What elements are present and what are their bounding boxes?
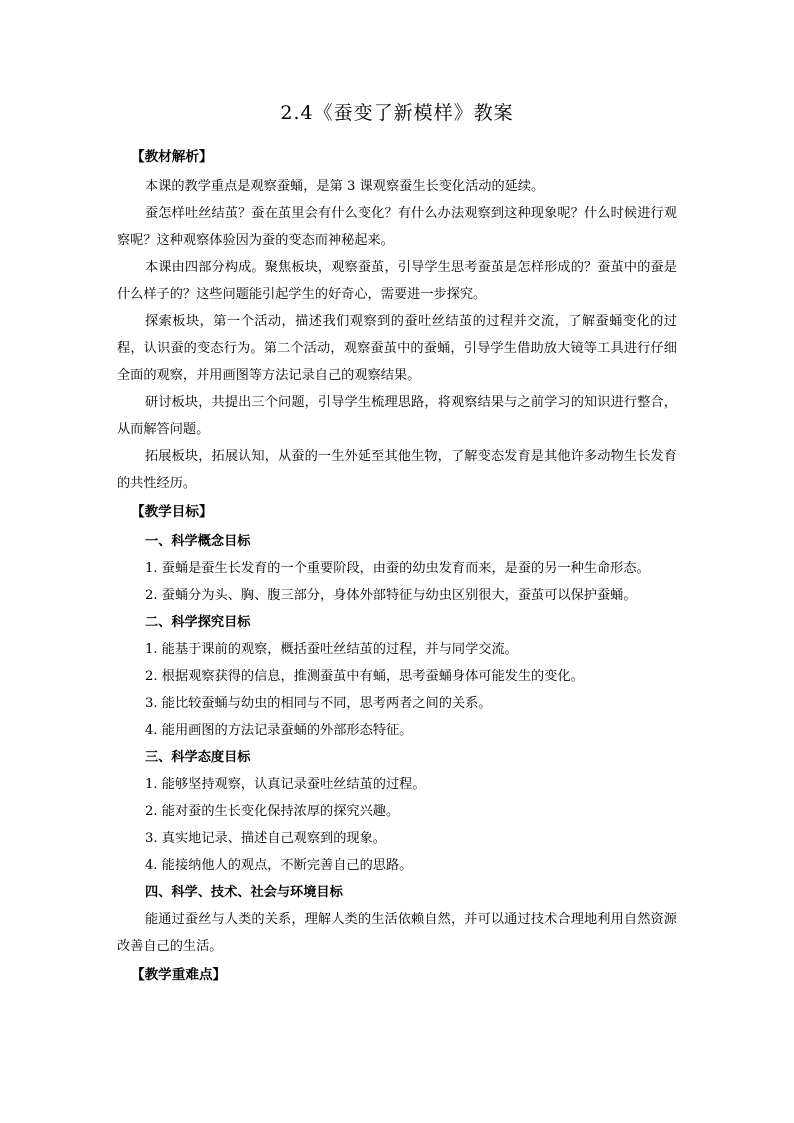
paragraph: 蚕怎样吐丝结茧？蚕在茧里会有什么变化？有什么办法观察到这种现象呢？什么时候进行观察呢？这种观察体验因为蚕的变态而神秘起来。 — [117, 206, 677, 248]
objective-item: 4. 能接纳他人的观点，不断完善自己的思路。 — [145, 858, 413, 873]
objective-group-title: 四、科学、技术、社会与环境目标 — [145, 885, 343, 900]
paragraph: 拓展板块，拓展认知，从蚕的一生外延至其他生物，了解变态发育是其他许多动物生长发育的共性经历。 — [117, 449, 677, 491]
objective-item: 2. 能对蚕的生长变化保持浓厚的探究兴趣。 — [145, 804, 400, 819]
objective-item: 3. 真实地记录、描述自己观察到的现象。 — [145, 831, 386, 846]
paragraph: 本课的教学重点是观察蚕蛹，是第 3 课观察蚕生长变化活动的延续。 — [145, 179, 545, 194]
paragraph: 探索板块，第一个活动，描述我们观察到的蚕吐丝结茧的过程并交流，了解蚕蛹变化的过程，认识蚕的变态行为。第二个活动，观察蚕茧中的蚕蛹，引导学生借助放大镜等工具进行仔细全面的观察，并用画图等方法记录自己的观察结果。 — [117, 314, 677, 383]
objective-item: 2. 根据观察获得的信息，推测蚕茧中有蛹，思考蚕蛹身体可能发生的变化。 — [145, 669, 584, 684]
page-title: 2.4《蚕变了新模样》教案 — [280, 102, 514, 124]
objective-item: 能通过蚕丝与人类的关系，理解人类的生活依赖自然，并可以通过技术合理地利用自然资源改善自己的生活。 — [117, 912, 677, 954]
objective-group-title: 二、科学探究目标 — [145, 615, 251, 630]
document-body — [117, 144, 677, 989]
objective-group-title: 三、科学态度目标 — [145, 750, 251, 765]
section-heading-textbook-analysis: 【教材解析】 — [131, 149, 213, 165]
section-heading-key-difficulties: 【教学重难点】 — [131, 967, 227, 983]
objective-item: 3. 能比较蚕蛹与幼虫的相同与不同，思考两者之间的关系。 — [145, 696, 492, 711]
objective-item: 1. 能基于课前的观察，概括蚕吐丝结茧的过程，并与同学交流。 — [145, 642, 518, 657]
objective-item: 1. 蚕蛹是蚕生长发育的一个重要阶段，由蚕的幼虫发育而来，是蚕的另一种生命形态。 — [145, 561, 650, 576]
objective-item: 1. 能够坚持观察，认真记录蚕吐丝结茧的过程。 — [145, 777, 426, 792]
section-heading-teaching-objectives: 【教学目标】 — [131, 504, 213, 520]
paragraph: 研讨板块，共提出三个问题，引导学生梳理思路，将观察结果与之前学习的知识进行整合，从而解答问题。 — [117, 395, 677, 437]
objective-group-title: 一、科学概念目标 — [145, 534, 251, 549]
objective-item: 4. 能用画图的方法记录蚕蛹的外部形态特征。 — [145, 723, 413, 738]
objective-item: 2. 蚕蛹分为头、胸、腹三部分，身体外部特征与幼虫区别很大，蚕茧可以保护蚕蛹。 — [145, 588, 637, 603]
paragraph: 本课由四部分构成。聚焦板块，观察蚕茧，引导学生思考蚕茧是怎样形成的？蚕茧中的蚕是什么样子的？这些问题能引起学生的好奇心，需要进一步探究。 — [117, 260, 677, 302]
